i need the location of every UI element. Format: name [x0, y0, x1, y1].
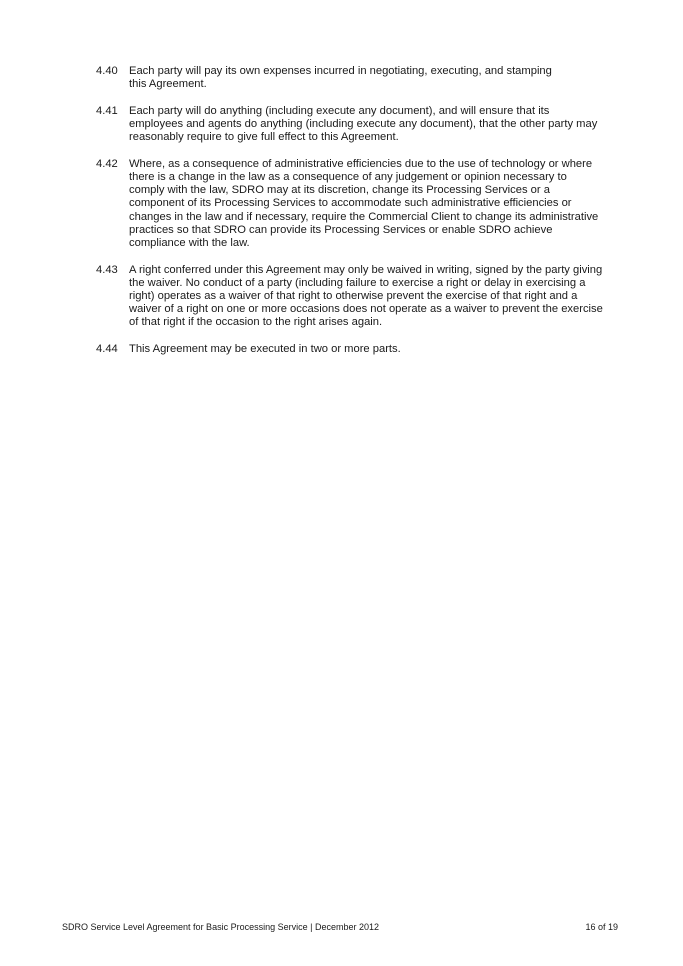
clause-4-44	[96, 343, 626, 356]
clause-text	[129, 343, 626, 356]
clause-text	[129, 158, 626, 250]
clause-line: there is a change in the law as a consequence of any judgement or opinion necessary to	[129, 171, 567, 183]
clause-4-43	[96, 264, 626, 330]
clause-number: 4.40	[96, 65, 118, 77]
clause-number: 4.43	[96, 263, 118, 276]
clause-line: This Agreement may be executed in two or more parts.	[129, 343, 401, 356]
clause-text	[129, 65, 626, 91]
clause-line: reasonably require to give full effect to this Agreement.	[129, 131, 399, 144]
clause-4-40	[96, 65, 626, 91]
clause-list	[96, 65, 626, 370]
clause-line: of that right if the occasion to the right arises again.	[129, 316, 383, 329]
clause-4-42	[96, 158, 626, 250]
clause-line: Each party will pay its own expenses incurred in negotiating, executing, and stamping	[129, 65, 552, 77]
clause-line: A right conferred under this Agreement may only be waived in writing, signed by the party giving	[129, 263, 603, 276]
clause-line: changes in the law and if necessary, require the Commercial Client to change its administrative	[129, 210, 599, 223]
clause-number: 4.42	[96, 157, 118, 170]
clause-line: compliance with the law.	[129, 237, 250, 250]
clause-number: 4.41	[96, 104, 118, 117]
clause-line: component of its Processing Services to accommodate such administrative efficiencies or	[129, 197, 572, 210]
clause-4-41	[96, 105, 626, 145]
clause-line: Each party will do anything (including execute any document), and will ensure that its	[129, 104, 550, 117]
clause-number: 4.44	[96, 343, 118, 356]
clause-line: right) operates as a waiver of that right to otherwise prevent the exercise of that right and a	[129, 290, 578, 303]
clause-text	[129, 264, 626, 330]
clause-text	[129, 105, 626, 145]
clause-line: this Agreement.	[129, 78, 207, 91]
footer-page-number: 16 of 19	[585, 922, 618, 932]
clause-line: practices so that SDRO can provide its Processing Services or enable SDRO achieve	[129, 223, 553, 236]
clause-line: comply with the law, SDRO may at its discretion, change its Processing Services or a	[129, 184, 550, 197]
footer-document-title: SDRO Service Level Agreement for Basic Processing Service | December 2012	[62, 922, 379, 932]
page-footer	[62, 922, 618, 933]
clause-line: employees and agents do anything (including execute any document), that the other party may	[129, 118, 598, 130]
clause-line: Where, as a consequence of administrative efficiencies due to the use of technology or where	[129, 157, 593, 170]
clause-line: waiver of a right on one or more occasions does not operate as a waiver to prevent the exercise	[129, 303, 603, 316]
clause-line: the waiver. No conduct of a party (including failure to exercise a right or delay in exercising a	[129, 276, 586, 289]
